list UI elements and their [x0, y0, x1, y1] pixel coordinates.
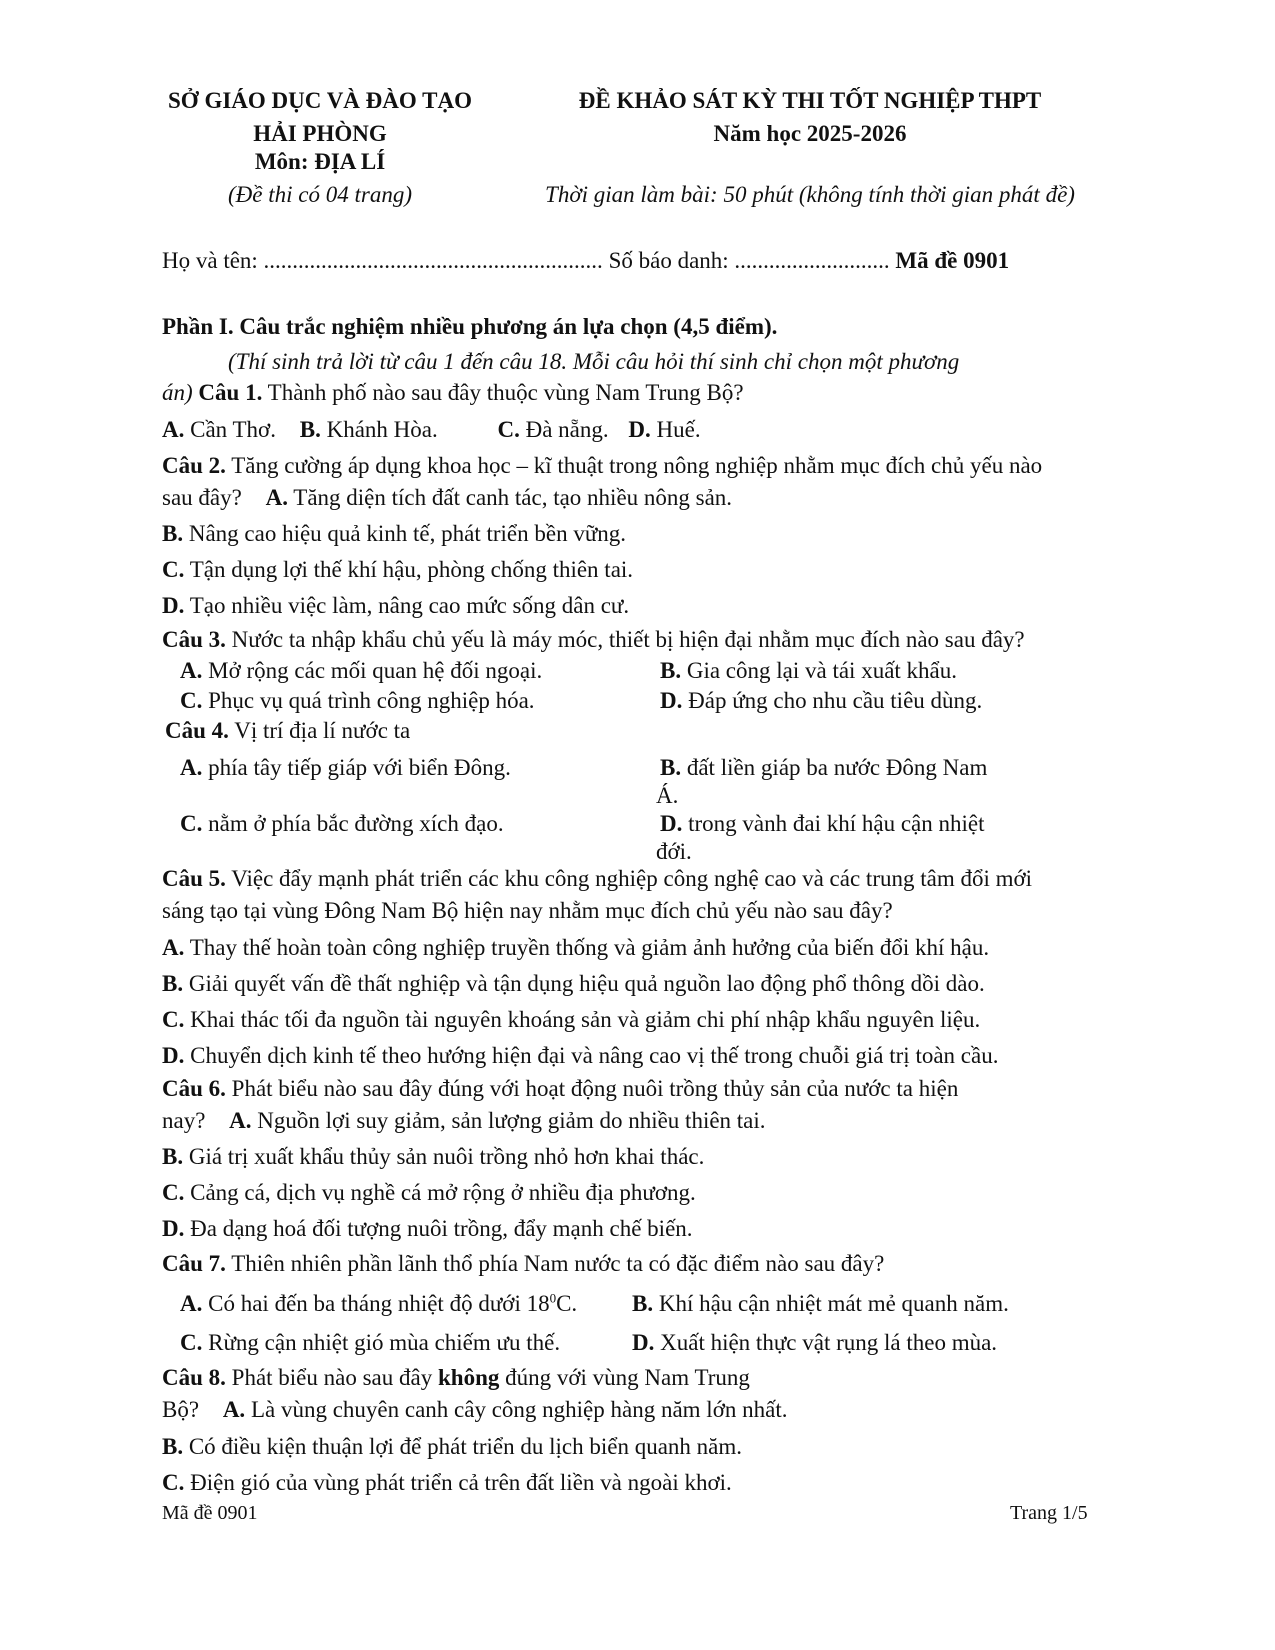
option-c[interactable]: C. Rừng cận nhiệt gió mùa chiếm ưu thế.: [180, 1330, 561, 1355]
option-b[interactable]: B. Khánh Hòa.: [299, 417, 438, 442]
part-title: Phần I. Câu trắc nghiệm nhiều phương án lựa chọn (4,5 điểm).: [162, 314, 778, 339]
option-d[interactable]: D. Đa dạng hoá đối tượng nuôi trồng, đẩy mạnh chế biến.: [162, 1216, 693, 1241]
question-text: Vị trí địa lí nước ta: [228, 718, 411, 743]
question-label: Câu 2.: [162, 453, 226, 478]
option-b-wrap: Á.: [656, 783, 679, 808]
option-d[interactable]: D. Huế.: [628, 417, 701, 442]
school-year: Năm học 2025-2026: [713, 121, 907, 146]
option-d[interactable]: D. trong vành đai khí hậu cận nhiệt: [660, 811, 985, 836]
instruction-line2: án): [162, 380, 193, 405]
option-d[interactable]: D. Xuất hiện thực vật rụng lá theo mùa.: [632, 1330, 998, 1355]
question-label: Câu 1.: [198, 380, 263, 405]
student-info-line: [162, 248, 1009, 274]
option-c[interactable]: C. Cảng cá, dịch vụ nghề cá mở rộng ở nhiều địa phương.: [162, 1180, 696, 1205]
option-d[interactable]: D. Đáp ứng cho nhu cầu tiêu dùng.: [660, 688, 983, 713]
option-d-wrap: đới.: [656, 839, 692, 864]
question-text: Tăng cường áp dụng khoa học – kĩ thuật trong nông nghiệp nhằm mục đích chủ yếu nào: [225, 453, 1043, 478]
question-1-options: [162, 417, 701, 443]
question-1: [162, 380, 744, 406]
student-id-label: Số báo danh: ...........................: [608, 248, 890, 273]
footer-exam-code: Mã đề 0901: [162, 1502, 258, 1524]
question-5: [162, 866, 1032, 892]
option-a[interactable]: A. Là vùng chuyên canh cây công nghiệp hàng năm lớn nhất.: [222, 1397, 788, 1422]
exam-title: ĐỀ KHẢO SÁT KỲ THI TỐT NGHIỆP THPT: [578, 88, 1042, 113]
option-a[interactable]: A. Tăng diện tích đất canh tác, tạo nhiều nông sản.: [265, 485, 733, 510]
question-text: Việc đẩy mạnh phát triển các khu công nghiệp công nghệ cao và các trung tâm đổi mới: [225, 866, 1033, 891]
option-b[interactable]: B. Giải quyết vấn đề thất nghiệp và tận dụng hiệu quả nguồn lao động phổ thông dồi dào.: [162, 971, 985, 996]
question-label: Câu 7.: [162, 1251, 226, 1276]
emphasis-not: không: [437, 1365, 500, 1390]
option-b[interactable]: B. Giá trị xuất khẩu thủy sản nuôi trồng nhỏ hơn khai thác.: [162, 1144, 705, 1169]
question-text: Thiên nhiên phần lãnh thổ phía Nam nước ta có đặc điểm nào sau đây?: [225, 1251, 885, 1276]
option-c[interactable]: C. Điện gió của vùng phát triển cả trên đất liền và ngoài khơi.: [162, 1470, 732, 1495]
subject-name: Môn: ĐỊA LÍ: [254, 149, 386, 174]
option-a[interactable]: A. Cần Thơ.: [162, 417, 276, 442]
name-label: Họ và tên: ...........................................................: [162, 248, 609, 273]
option-b[interactable]: B. Gia công lại và tái xuất khẩu.: [660, 658, 958, 683]
question-label: Câu 5.: [162, 866, 226, 891]
option-a[interactable]: A. Thay thế hoàn toàn công nghiệp truyền thống và giảm ảnh hưởng của biến đổi khí hậu.: [162, 935, 990, 960]
option-c[interactable]: C. Phục vụ quá trình công nghiệp hóa.: [180, 688, 535, 713]
option-b[interactable]: B. đất liền giáp ba nước Đông Nam: [660, 755, 988, 780]
question-6-line2: nay? A. Nguồn lợi suy giảm, sản lượng giảm do nhiều thiên tai.: [162, 1108, 766, 1133]
option-b[interactable]: B. Nâng cao hiệu quả kinh tế, phát triển bền vững.: [162, 521, 627, 546]
instruction-line1: (Thí sinh trả lời từ câu 1 đến câu 18. Mỗi câu hỏi thí sinh chỉ chọn một phương: [228, 349, 960, 374]
question-3: [162, 627, 1025, 653]
option-c[interactable]: C. Khai thác tối đa nguồn tài nguyên khoáng sản và giảm chi phí nhập khẩu nguyên liệu.: [162, 1007, 981, 1032]
option-a[interactable]: A. Mở rộng các mối quan hệ đối ngoại.: [180, 658, 543, 683]
option-d[interactable]: D. Tạo nhiều việc làm, nâng cao mức sống dân cư.: [162, 593, 630, 618]
option-c[interactable]: C. Đà nẵng.: [497, 417, 609, 442]
option-a[interactable]: A. Nguồn lợi suy giảm, sản lượng giảm do nhiều thiên tai.: [229, 1108, 766, 1133]
question-text: Thành phố nào sau đây thuộc vùng Nam Trung Bộ?: [262, 380, 744, 405]
option-b[interactable]: B. Khí hậu cận nhiệt mát mẻ quanh năm.: [632, 1291, 1009, 1316]
question-8-line2: Bộ? A. Là vùng chuyên canh cây công nghiệp hàng năm lớn nhất.: [162, 1397, 788, 1422]
page-count-note: (Đề thi có 04 trang): [228, 182, 412, 207]
option-c[interactable]: C. Tận dụng lợi thế khí hậu, phòng chống thiên tai.: [162, 557, 634, 582]
option-b[interactable]: B. Có điều kiện thuận lợi để phát triển du lịch biển quanh năm.: [162, 1434, 743, 1459]
question-2-line2: sau đây? A. Tăng diện tích đất canh tác, tạo nhiều nông sản.: [162, 485, 733, 510]
time-note: Thời gian làm bài: 50 phút (không tính thời gian phát đề): [545, 182, 1075, 207]
footer-page-number: Trang 1/5: [1010, 1502, 1088, 1524]
option-a[interactable]: A. Có hai đến ba tháng nhiệt độ dưới $18^0C$.: [180, 1290, 578, 1316]
question-label: Câu 6.: [162, 1076, 226, 1101]
question-8: Câu 8. Phát biểu nào sau đây không đúng với vùng Nam Trung: [162, 1365, 750, 1390]
department-name: SỞ GIÁO DỤC VÀ ĐÀO TẠO: [168, 88, 472, 113]
question-text: Phát biểu nào sau đây đúng với hoạt động nuôi trồng thủy sản của nước ta hiện: [225, 1076, 959, 1101]
question-5-line2: sáng tạo tại vùng Đông Nam Bộ hiện nay nhằm mục đích chủ yếu nào sau đây?: [162, 898, 893, 923]
exam-code: Mã đề 0901: [895, 248, 1010, 273]
option-c[interactable]: C. nằm ở phía bắc đường xích đạo.: [180, 811, 504, 836]
option-a[interactable]: A. phía tây tiếp giáp với biển Đông.: [180, 755, 511, 780]
question-7: [162, 1251, 884, 1277]
question-2: [162, 453, 1042, 479]
question-text: Nước ta nhập khẩu chủ yếu là máy móc, thiết bị hiện đại nhằm mục đích nào sau đây?: [225, 627, 1025, 652]
question-label: Câu 4.: [165, 718, 229, 743]
question-label: Câu 3.: [162, 627, 226, 652]
city-name: HẢI PHÒNG: [253, 121, 387, 146]
question-label: Câu 8.: [162, 1365, 226, 1390]
option-d[interactable]: D. Chuyển dịch kinh tế theo hướng hiện đại và nâng cao vị thế trong chuỗi giá trị toàn cầu.: [162, 1043, 999, 1068]
question-6: [162, 1076, 958, 1102]
question-4: [165, 718, 410, 744]
